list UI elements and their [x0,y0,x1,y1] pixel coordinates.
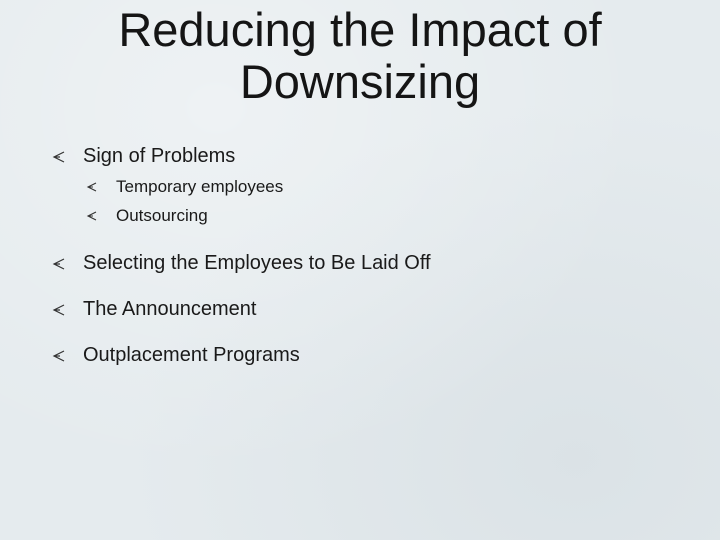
arrowhead-left-icon [52,257,66,271]
arrowhead-left-icon [86,181,98,193]
arrowhead-left-icon [86,210,98,222]
slide-title: Reducing the Impact of Downsizing [118,3,602,108]
bullet-item [52,298,256,321]
arrowhead-left-icon [52,150,66,164]
bullet-text: Sign of Problems [83,145,236,167]
sub-bullet-text: Outsourcing [116,206,208,225]
bullet-text: The Announcement [83,298,257,320]
arrowhead-left-icon [52,303,66,317]
bullet-item [52,252,431,275]
sub-bullet-text: Temporary employees [116,177,284,196]
bullet-item [52,145,235,168]
sub-bullet-item [86,206,208,226]
arrowhead-left-icon [52,349,66,363]
bullet-text: Selecting the Employees to Be Laid Off [83,252,431,274]
bullet-text: Outplacement Programs [83,344,300,366]
bullet-item [52,344,300,367]
sub-bullet-item [86,177,283,197]
